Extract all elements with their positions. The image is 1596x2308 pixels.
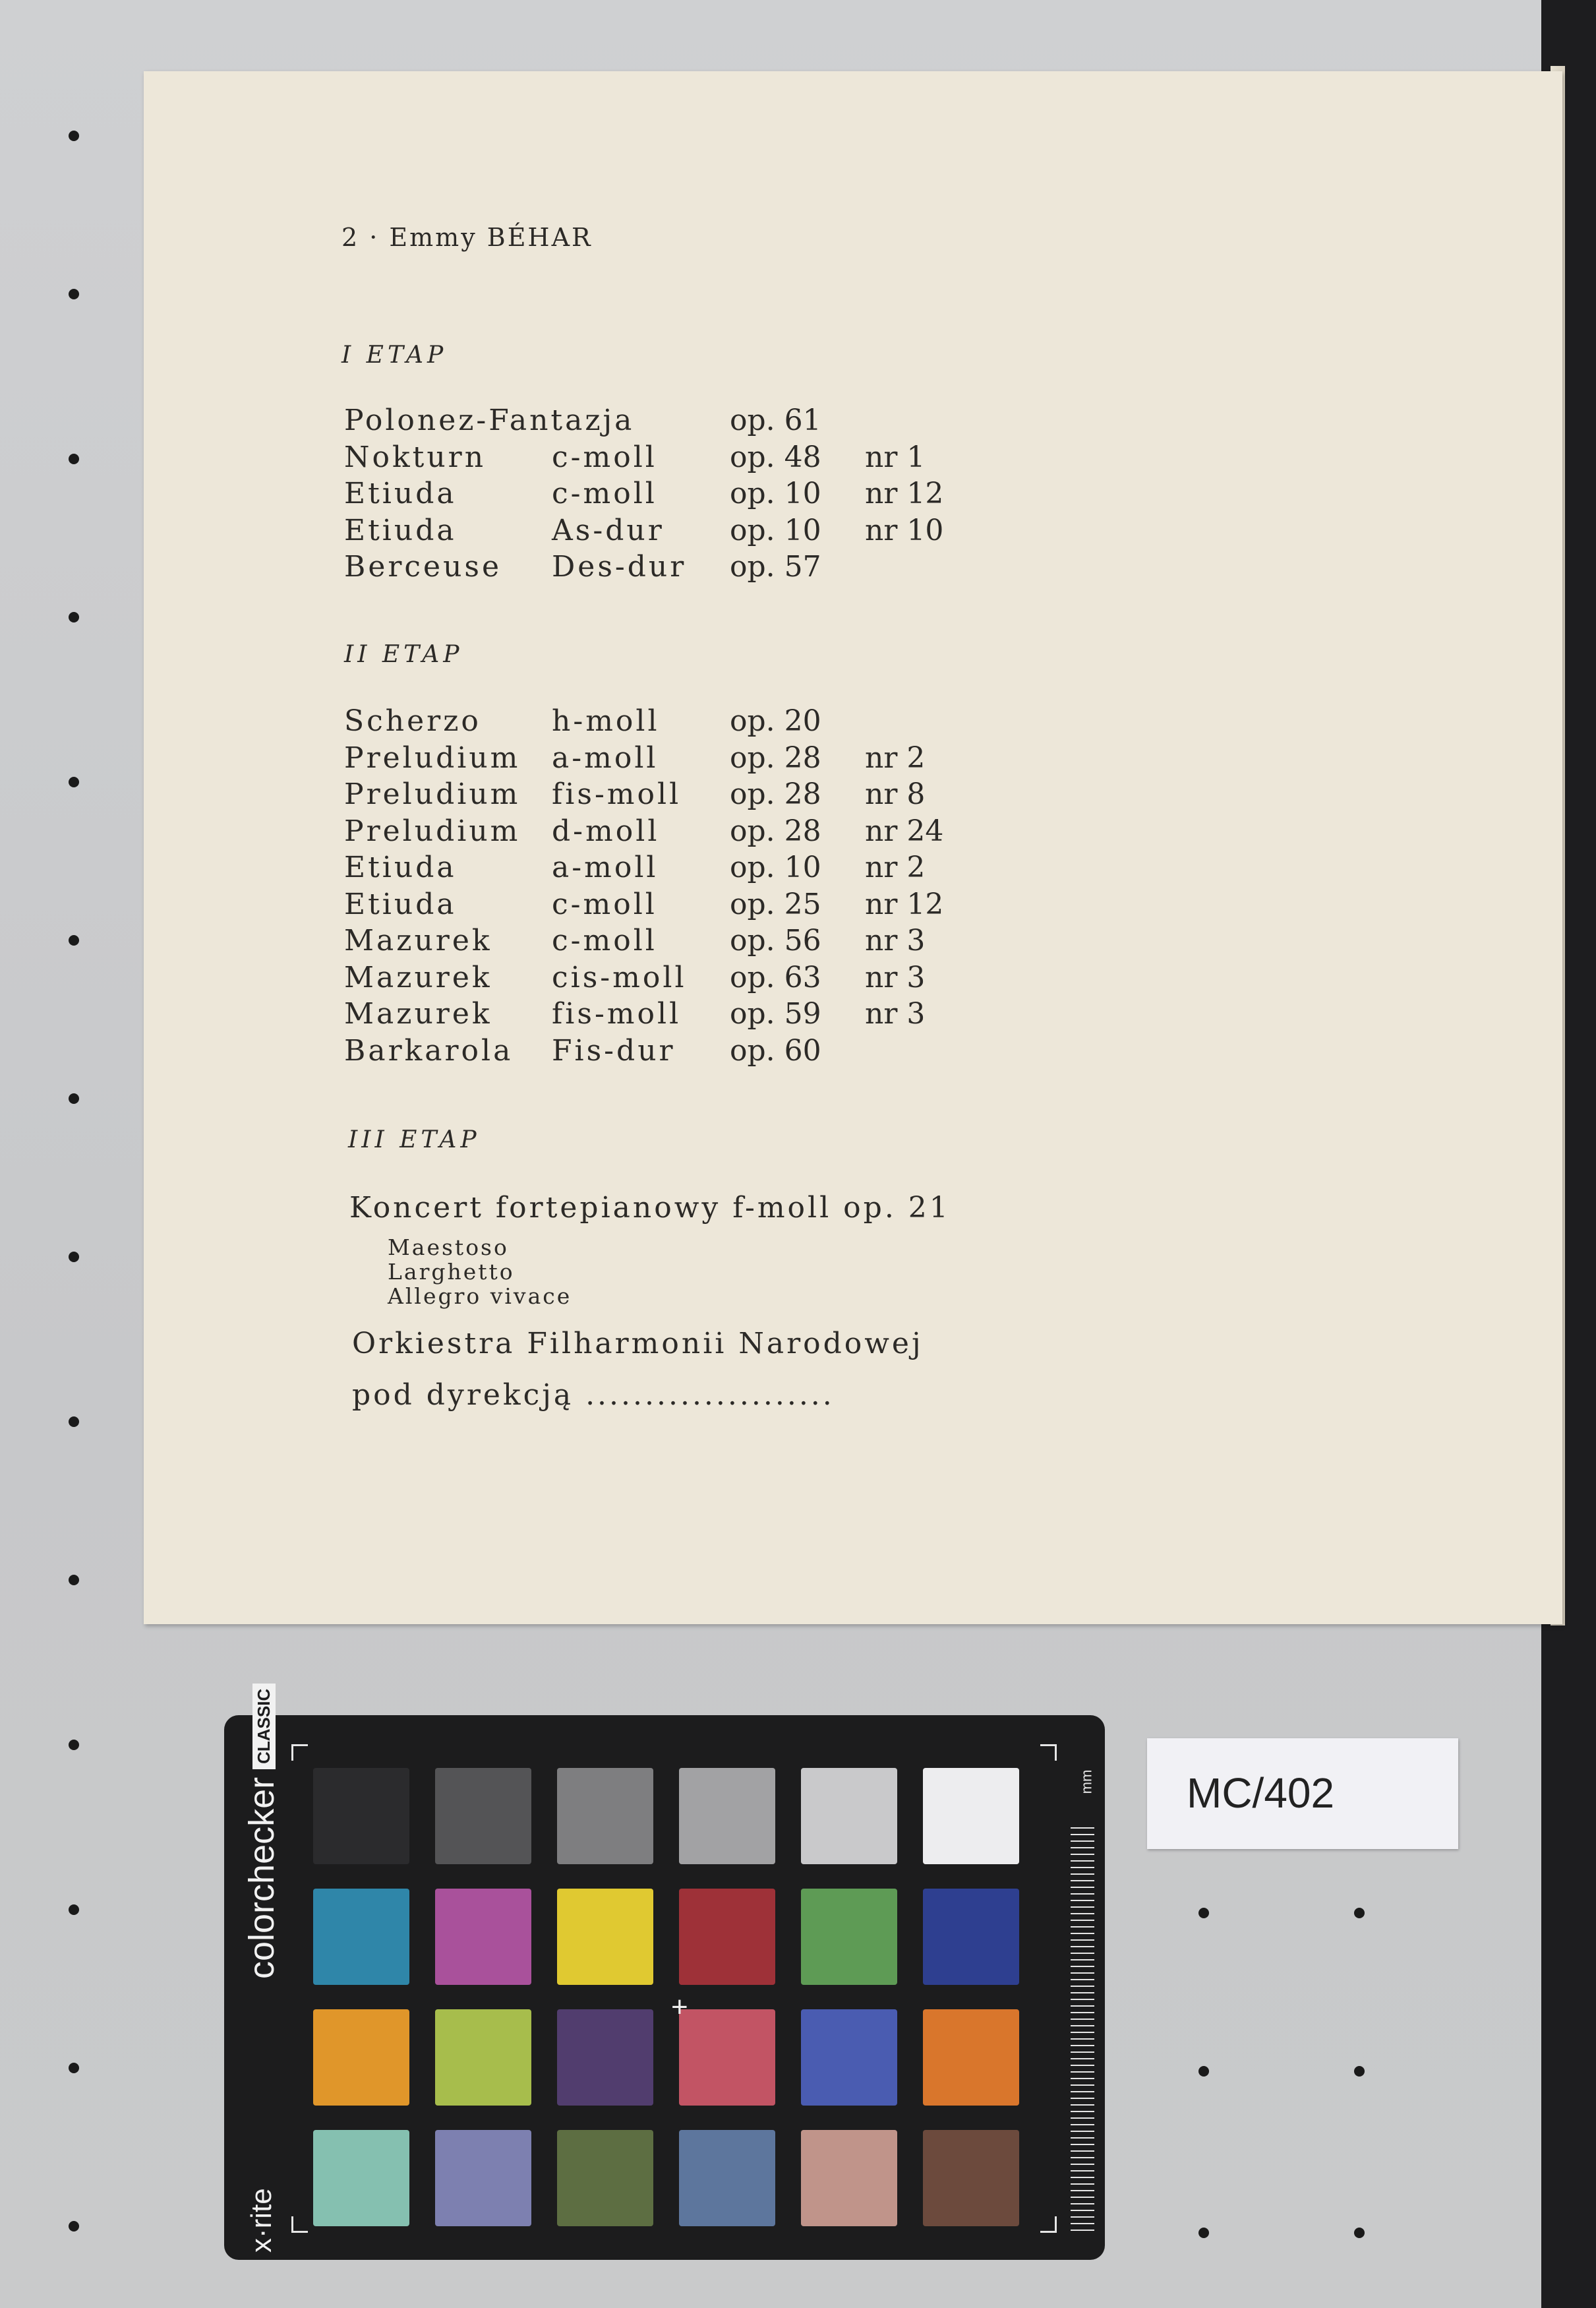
color-swatch (557, 1889, 653, 1985)
page-header: 2 · Emmy BÉHAR (341, 223, 593, 252)
work-number: nr 8 (865, 777, 926, 811)
work-key: Fis-dur (552, 1033, 676, 1068)
color-swatch (923, 2130, 1019, 2226)
color-swatch (557, 1768, 653, 1864)
work-number: nr 3 (865, 924, 926, 957)
work-title: Scherzo (344, 704, 481, 738)
binder-hole (1198, 1908, 1209, 1918)
corner-mark (291, 2216, 308, 2233)
program-row (344, 814, 1135, 851)
xrite-logo: x·rite (245, 2188, 278, 2253)
color-swatch (801, 1768, 897, 1864)
binder-hole (1354, 2066, 1365, 2077)
color-swatch (923, 2009, 1019, 2106)
conductor-line: pod dyrekcją ..................... (352, 1378, 835, 1412)
color-swatch (679, 2130, 775, 2226)
binder-hole (69, 1740, 79, 1750)
color-swatch (557, 2009, 653, 2106)
work-key: d-moll (552, 814, 660, 848)
work-title: Etiuda (344, 887, 457, 921)
catalog-label-text: MC/402 (1187, 1769, 1335, 1817)
work-title: Mazurek (344, 960, 492, 994)
color-swatch (313, 1889, 409, 1985)
work-opus: op. 59 (730, 997, 821, 1031)
program-row (344, 924, 1135, 961)
color-swatch (679, 1889, 775, 1985)
work-title: Barkarola (344, 1033, 514, 1068)
program-row (344, 741, 1135, 778)
binder-hole (1354, 2228, 1365, 2238)
work-key: a-moll (552, 851, 659, 884)
color-swatch (435, 2130, 531, 2226)
work-number: nr 1 (865, 440, 926, 474)
work-opus: op. 56 (730, 924, 821, 957)
program-row (344, 440, 1135, 477)
binder-hole (69, 1416, 79, 1427)
work-key: fis-moll (552, 777, 682, 811)
color-swatch (801, 2130, 897, 2226)
color-swatch (923, 1889, 1019, 1985)
binder-hole (69, 935, 79, 946)
work-title: Etiuda (344, 513, 457, 547)
work-opus: op. 28 (730, 777, 821, 811)
color-swatch (435, 1889, 531, 1985)
work-opus: op. 20 (730, 704, 821, 738)
work-opus: op. 28 (730, 741, 821, 775)
binder-hole (69, 777, 79, 787)
work-title: Preludium (344, 741, 521, 775)
binder-hole (69, 454, 79, 464)
color-swatch (923, 1768, 1019, 1864)
concerto-title: Koncert fortepianowy f-moll op. 21 (349, 1191, 951, 1225)
program-row (344, 777, 1135, 814)
program-row (344, 961, 1135, 998)
color-swatch (679, 1768, 775, 1864)
color-swatch (313, 1768, 409, 1864)
work-number: nr 12 (865, 477, 944, 510)
work-title: Mazurek (344, 997, 492, 1031)
movement-1: Maestoso (388, 1234, 509, 1260)
catalog-label (1147, 1738, 1458, 1849)
stage-2-title: II ETAP (344, 641, 463, 668)
program-row (344, 477, 1135, 514)
binder-hole (69, 2063, 79, 2073)
program-row (344, 404, 1135, 440)
stage-3-title: III ETAP (348, 1126, 481, 1153)
program-row (344, 704, 1135, 741)
stage-1-title: I ETAP (341, 342, 448, 369)
color-swatch (801, 2009, 897, 2106)
program-row (344, 514, 1135, 551)
binder-hole (1354, 1908, 1365, 1918)
corner-mark (1040, 2216, 1057, 2233)
work-key: cis-moll (552, 960, 687, 994)
work-key: c-moll (552, 887, 657, 921)
mm-ruler (1071, 1827, 1094, 2236)
binder-hole (69, 289, 79, 299)
color-swatch (557, 2130, 653, 2226)
work-number: nr 3 (865, 997, 926, 1031)
work-opus: op. 10 (730, 477, 821, 510)
work-key: c-moll (552, 440, 657, 474)
ruler-unit-label: mm (1078, 1769, 1095, 1794)
work-title: Etiuda (344, 477, 457, 510)
work-title: Preludium (344, 777, 521, 811)
work-opus: op. 61 (730, 404, 821, 437)
program-row (344, 1034, 1135, 1071)
binder-hole (1198, 2066, 1209, 2077)
work-opus: op. 48 (730, 440, 821, 474)
work-number: nr 10 (865, 513, 944, 547)
work-opus: op. 57 (730, 550, 821, 584)
work-key: h-moll (552, 704, 660, 738)
crosshair-mark: + (671, 1991, 688, 2023)
work-key: fis-moll (552, 997, 682, 1031)
binder-hole (69, 1252, 79, 1262)
work-key: As-dur (552, 513, 665, 547)
orchestra-line: Orkiestra Filharmonii Narodowej (352, 1327, 924, 1360)
color-swatch (435, 1768, 531, 1864)
work-opus: op. 28 (730, 814, 821, 848)
color-checker-brand: colorcheckerCLASSIC (241, 1491, 281, 1979)
program-row (344, 888, 1135, 925)
work-opus: op. 25 (730, 887, 821, 921)
work-key: c-moll (552, 477, 657, 510)
binder-hole (69, 1575, 79, 1585)
binder-hole (69, 131, 79, 141)
work-title: Preludium (344, 814, 521, 848)
binder-hole (1198, 2228, 1209, 2238)
work-number: nr 24 (865, 814, 944, 848)
color-swatch (679, 2009, 775, 2106)
corner-mark (291, 1744, 308, 1761)
binder-hole (69, 1904, 79, 1915)
work-title: Polonez-Fantazja (344, 404, 635, 437)
work-opus: op. 63 (730, 960, 821, 994)
corner-mark (1040, 1744, 1057, 1761)
binder-hole (69, 612, 79, 623)
program-row (344, 851, 1135, 888)
program-row (344, 997, 1135, 1034)
work-number: nr 2 (865, 741, 926, 775)
work-title: Berceuse (344, 550, 502, 584)
work-number: nr 3 (865, 960, 926, 994)
program-row (344, 550, 1135, 587)
color-swatch (313, 2130, 409, 2226)
color-checker-card (224, 1688, 1105, 2260)
movement-2: Larghetto (388, 1259, 515, 1285)
color-swatch (435, 2009, 531, 2106)
work-title: Mazurek (344, 924, 492, 957)
work-key: Des-dur (552, 550, 687, 584)
work-opus: op. 60 (730, 1033, 821, 1068)
color-swatch (313, 2009, 409, 2106)
work-title: Nokturn (344, 440, 487, 474)
work-key: c-moll (552, 924, 657, 957)
binder-hole (69, 2221, 79, 2232)
work-title: Etiuda (344, 851, 457, 884)
work-opus: op. 10 (730, 513, 821, 547)
binder-hole (69, 1093, 79, 1104)
work-key: a-moll (552, 741, 659, 775)
color-swatch (801, 1889, 897, 1985)
work-number: nr 2 (865, 851, 926, 884)
work-number: nr 12 (865, 887, 944, 921)
movement-3: Allegro vivace (388, 1283, 572, 1309)
work-opus: op. 10 (730, 851, 821, 884)
